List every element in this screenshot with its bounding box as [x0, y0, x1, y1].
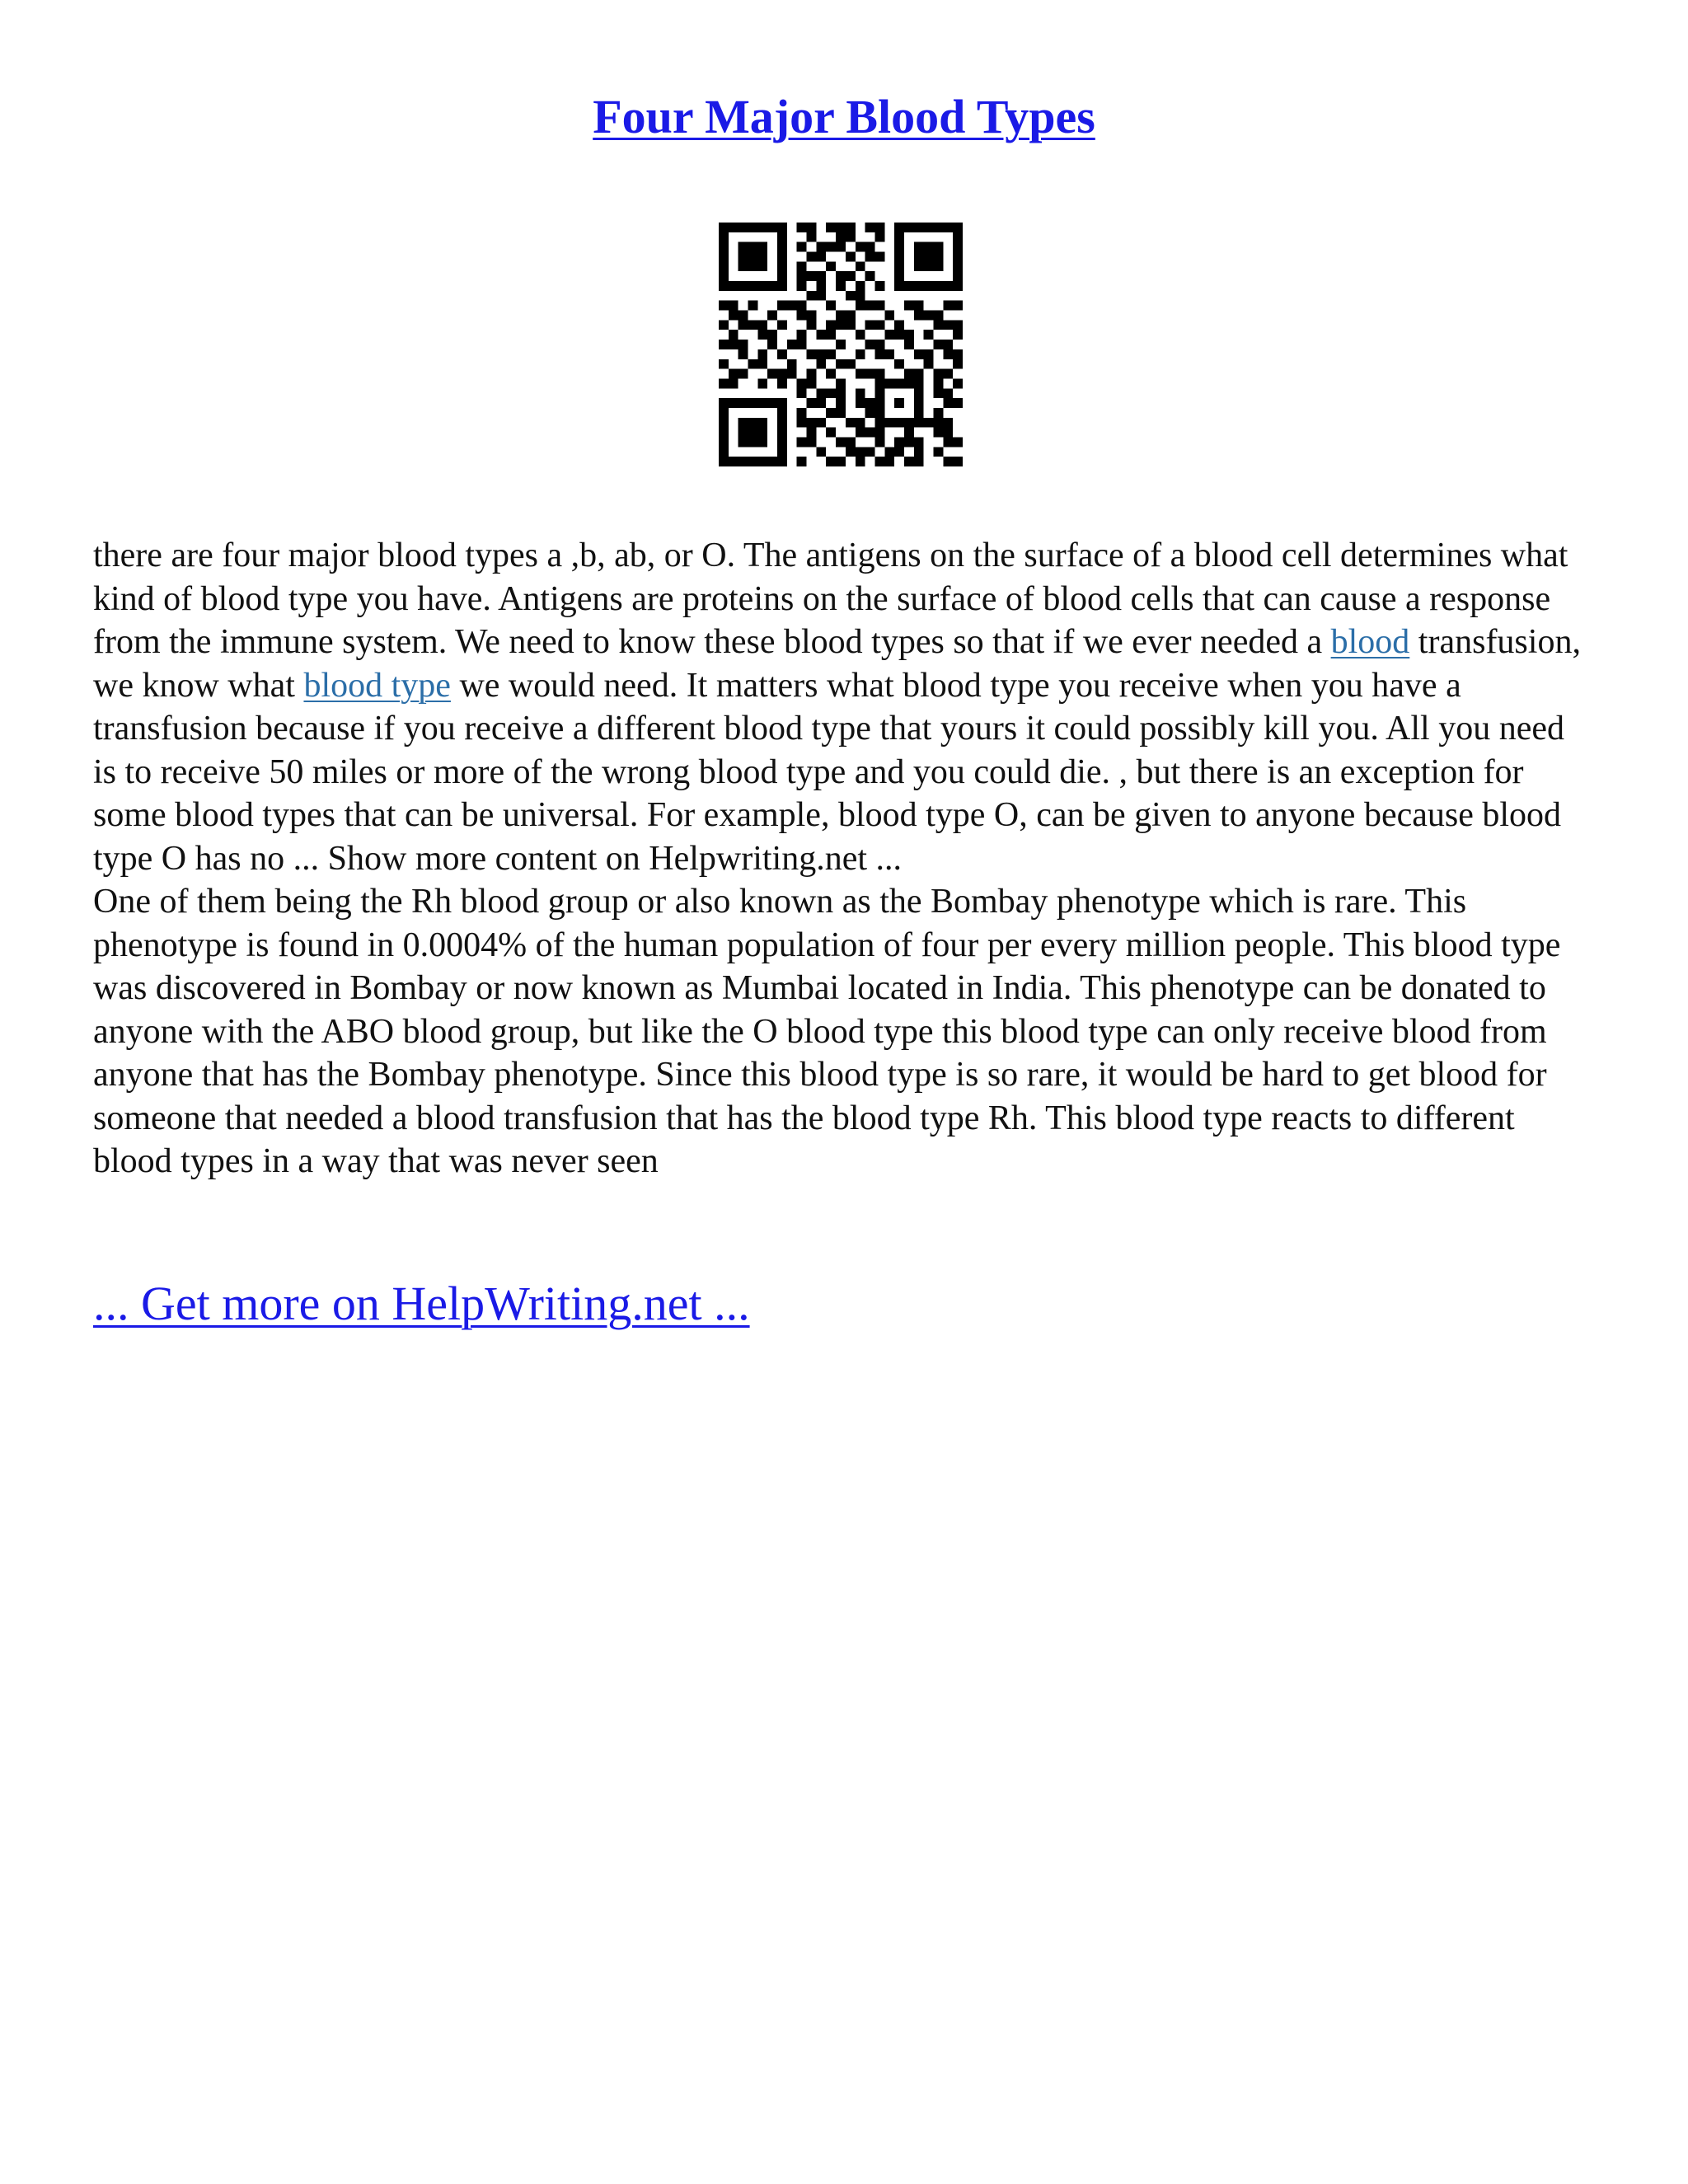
paragraph-1-text-a: there are four major blood types a ,b, ab, or O. The antigens on the surface of a blood cell determines what kind of blood type you have. Antigens are proteins on the surface of blood cells that can cause a response from the immune system. We need to know these blood types so that if we ever needed a [93, 537, 1568, 661]
blood-link[interactable]: blood [1330, 623, 1410, 661]
blood-type-link[interactable]: blood type [303, 666, 451, 705]
article-body [93, 534, 1595, 1183]
paragraph-1-text-c: we would need. It matters what blood type you receive when you have a transfusion because if you receive a different blood type that yours it could possibly kill you. All you need is to receive 50 miles or more of the wrong blood type and you could die. , but there is an exception for some blood types that can be universal. For example, blood type O, can be given to anyone because blood type O has no ... Show more content on Helpwriting.net ... [93, 666, 1564, 878]
get-more-link[interactable]: ... Get more on HelpWriting.net ... [93, 1277, 750, 1330]
paragraph-1 [93, 534, 1595, 880]
title-container [0, 89, 1688, 144]
qr-code-icon [719, 223, 963, 466]
paragraph-1-text-b: transfusion, we know what [93, 623, 1581, 705]
page-title-link[interactable]: Four Major Blood Types [593, 90, 1095, 143]
paragraph-2: One of them being the Rh blood group or also known as the Bombay phenotype which is rare. This phenotype is found in 0.0004% of the human population of four per every million people. This blood type was discovered in Bombay or now known as Mumbai located in India. This phenotype can be donated to anyone with the ABO blood group, but like the O blood type this blood type can only receive blood from anyone that has the Bombay phenotype. Since this blood type is so rare, it would be hard to get blood for someone that needed a blood transfusion that has the blood type Rh. This blood type reacts to different blood types in a way that was never seen [93, 883, 1561, 1180]
